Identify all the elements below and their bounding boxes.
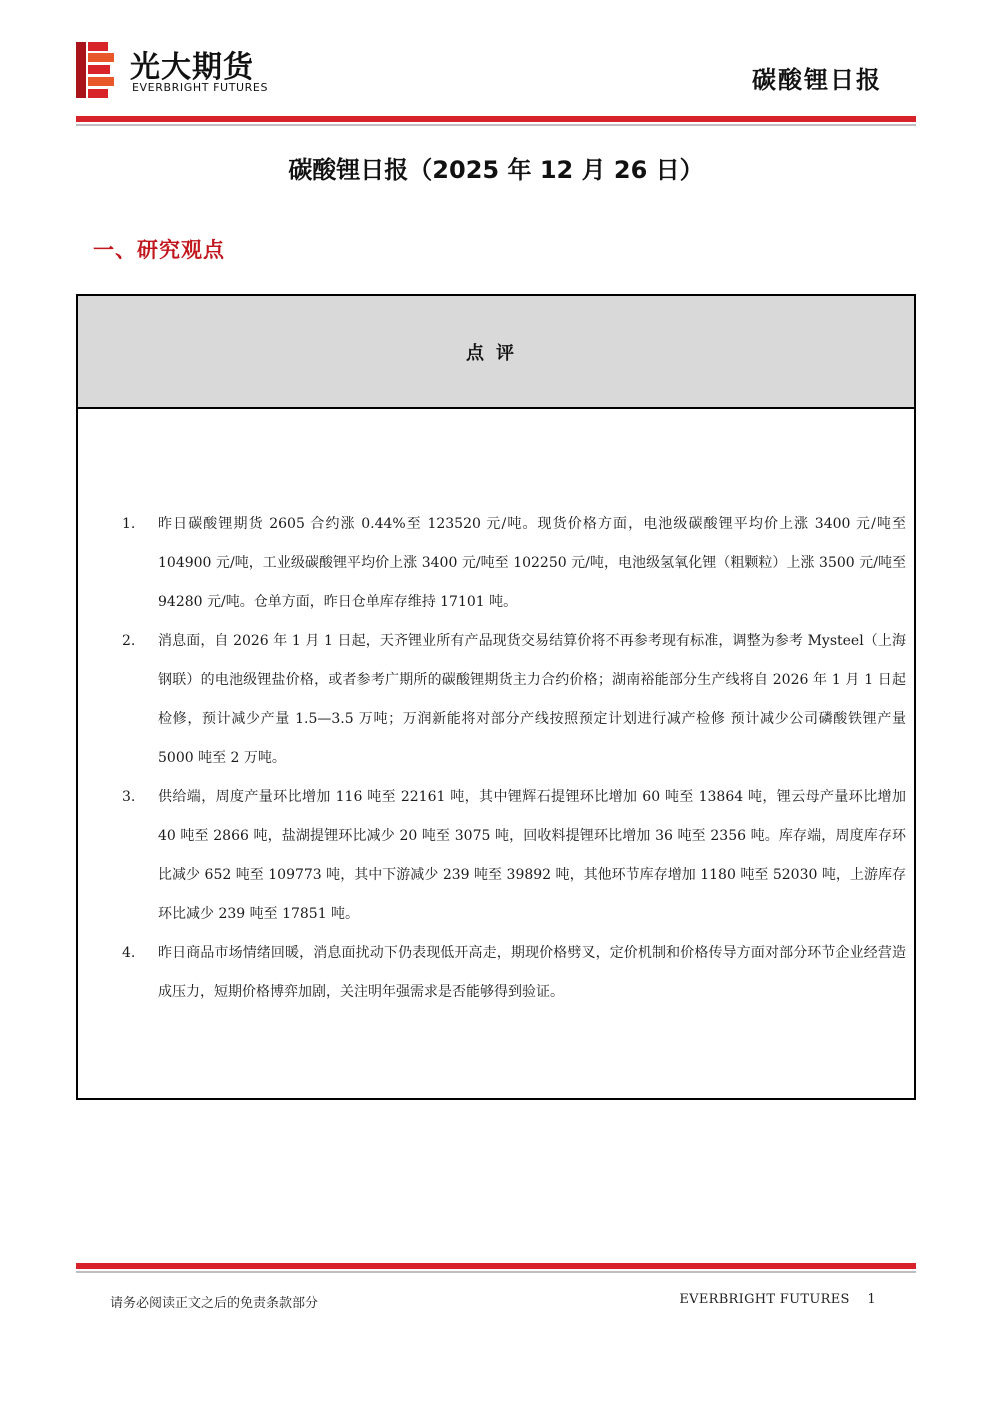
list-item-number: 3. xyxy=(122,789,136,805)
footer-brand: EVERBRIGHT FUTURES xyxy=(679,1292,850,1307)
logo-name-cn: 光大期货 xyxy=(130,50,254,85)
list-item xyxy=(78,778,914,934)
comment-box-heading: 点评 xyxy=(78,296,914,409)
list-item-text: 供给端，周度产量环比增加 116 吨至 22161 吨，其中锂辉石提锂环比增加 60 吨至 13864 吨，锂云母产量环比增加 40 吨至 2866 吨，盐湖提锂环比减少 20 吨至 3075 吨，回收料提锂环比增加 36 吨至 2356 吨。库存端，周度库存环比减少 652 吨至 109773 吨，其中下游减少 239 吨至 39892 吨，其他环节库存增加 1180 吨至 52030 吨，上游库存环比减少 239 吨至 17851 吨。 xyxy=(158,789,906,922)
list-item-number: 1. xyxy=(122,516,136,532)
comment-list xyxy=(78,505,914,1012)
list-item xyxy=(78,934,914,1012)
footer-brand-page xyxy=(679,1292,876,1307)
list-item-number: 2. xyxy=(122,633,136,649)
header-title: 碳酸锂日报 xyxy=(752,66,882,94)
section-title: 一、研究观点 xyxy=(93,238,225,262)
footer-divider-gray xyxy=(76,1271,916,1273)
footer-divider-red xyxy=(76,1263,916,1269)
document-title: 碳酸锂日报（2025 年 12 月 26 日） xyxy=(288,156,704,184)
header-divider-red xyxy=(76,116,916,122)
page-number: 1 xyxy=(867,1292,876,1307)
list-item xyxy=(78,622,914,778)
header-divider-gray xyxy=(76,124,916,126)
logo-name-en: EVERBRIGHT FUTURES xyxy=(132,81,269,94)
company-logo xyxy=(76,40,296,100)
list-item xyxy=(78,505,914,622)
list-item-number: 4. xyxy=(122,945,136,961)
list-item-text: 昨日碳酸锂期货 2605 合约涨 0.44%至 123520 元/吨。现货价格方面，电池级碳酸锂平均价上涨 3400 元/吨至 104900 元/吨，工业级碳酸锂平均价上涨 3400 元/吨至 102250 元/吨，电池级氢氧化锂（粗颗粒）上涨 3500 元/吨至 94280 元/吨。仓单方面，昨日仓单库存维持 17101 吨。 xyxy=(158,516,906,610)
footer-disclaimer: 请务必阅读正文之后的免责条款部分 xyxy=(110,1296,319,1311)
list-item-text: 消息面，自 2026 年 1 月 1 日起，天齐锂业所有产品现货交易结算价将不再参考现有标准，调整为参考 Mysteel（上海钢联）的电池级锂盐价格，或者参考广期所的碳酸锂期货主力合约价格；湖南裕能部分生产线将自 2026 年 1 月 1 日起检修，预计减少产量 1.5—3.5 万吨；万润新能将对部分产线按照预定计划进行减产检修 预计减少公司磷酸铁锂产量 5000 吨至 2 万吨。 xyxy=(158,633,906,766)
list-item-text: 昨日商品市场情绪回暖，消息面扰动下仍表现低开高走，期现价格劈叉，定价机制和价格传导方面对部分环节企业经营造成压力，短期价格博弈加剧，关注明年强需求是否能够得到验证。 xyxy=(158,945,906,1000)
comment-box xyxy=(76,294,916,1100)
everbright-logo-icon xyxy=(76,42,116,98)
